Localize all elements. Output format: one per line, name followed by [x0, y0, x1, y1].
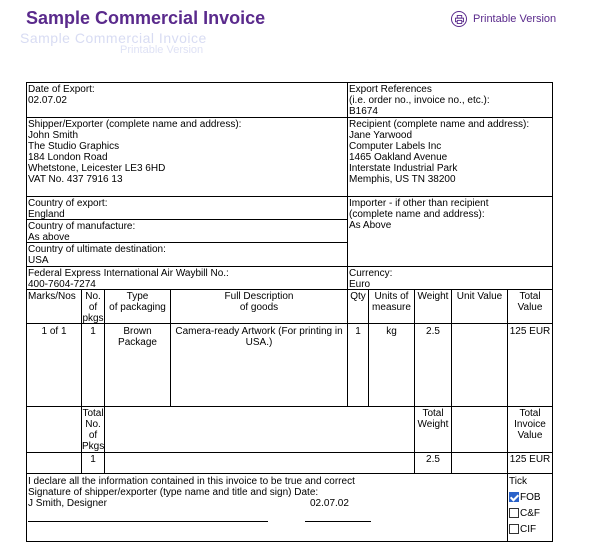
fob-checkbox[interactable] [509, 492, 519, 502]
col-header-weight-label: Weight [417, 291, 449, 302]
currency-cell [347, 266, 553, 290]
item-unit-value [451, 323, 508, 407]
country-of-destination-cell [26, 242, 348, 267]
total-pkgs-label-line: Total [82, 408, 104, 419]
signature-line [28, 521, 268, 522]
currency-value: Euro [349, 279, 371, 290]
totals-empty-unit-value [451, 406, 508, 453]
shipper-line: John Smith [28, 130, 79, 141]
term-cif[interactable] [509, 524, 551, 535]
signature-date: 02.07.02 [310, 498, 349, 509]
cif-label: CIF [520, 524, 537, 535]
signature-label: Signature of shipper/exporter (type name and title and sign) Date: [28, 487, 319, 498]
recipient-line: 1465 Oakland Avenue [349, 152, 448, 163]
cif-checkbox[interactable] [509, 524, 519, 534]
printable-version-label: Printable Version [473, 13, 557, 25]
col-header-description [170, 289, 348, 324]
col-header-weight [414, 289, 452, 324]
signer-name: J Smith, Designer [28, 498, 107, 509]
total-weight-value [414, 452, 452, 474]
fob-label: FOB [520, 492, 541, 503]
total-pkgs-label-line: Pkgs [82, 441, 105, 452]
recipient-line: Computer Labels Inc [349, 141, 442, 152]
waybill-label: Federal Express International Air Waybill No.: [28, 268, 229, 279]
shipper-line: The Studio Graphics [28, 141, 120, 152]
item-no-pkgs [81, 323, 105, 407]
printable-version-link[interactable] [451, 11, 556, 27]
col-header-units-line: Units of [374, 291, 409, 302]
country-of-manufacture-cell [26, 219, 348, 243]
item-total-value [507, 323, 553, 407]
country-of-destination-label: Country of ultimate destination: [28, 244, 166, 255]
country-of-destination-value: USA [28, 255, 49, 266]
total-invoice-label-line: Value [517, 430, 543, 441]
recipient-line: Jane Yarwood [349, 130, 413, 141]
shipper-line: VAT No. 437 7916 13 [28, 174, 123, 185]
item-qty [347, 323, 369, 407]
col-header-units [368, 289, 415, 324]
waybill-value: 400-7604-7274 [28, 279, 96, 290]
col-header-no-pkgs-line: pkgs [82, 313, 104, 324]
term-cf[interactable] [509, 508, 551, 519]
shipper-line: Whetstone, Leicester LE3 6HD [28, 163, 166, 174]
col-header-qty [347, 289, 369, 324]
waybill-cell [26, 266, 348, 290]
cf-label: C&F [520, 508, 540, 519]
country-of-manufacture-value: As above [28, 232, 70, 243]
col-header-no-pkgs-line: No. [85, 291, 101, 302]
item-type-line: Package [118, 337, 157, 348]
total-invoice-label [507, 406, 553, 453]
export-references-label: Export References [349, 84, 432, 95]
recipient-cell [347, 117, 553, 197]
item-qty-value: 1 [355, 326, 361, 337]
item-description-line: Camera-ready Artwork (For printing in [175, 326, 343, 337]
totals-empty-middle [104, 406, 415, 453]
declaration-cell [26, 473, 508, 542]
country-of-export-value: England [28, 209, 65, 220]
date-of-export-value: 02.07.02 [28, 95, 67, 106]
export-references-value: B1674 [349, 106, 378, 117]
date-of-export-cell [26, 82, 348, 118]
tick-label: Tick [509, 476, 527, 487]
importer-label: Importer - if other than recipient [349, 198, 489, 209]
totals-value-empty-marks [26, 452, 82, 474]
total-invoice-value [507, 452, 553, 474]
col-header-type [104, 289, 171, 324]
item-total-value-value: 125 EUR [509, 326, 551, 337]
item-type [104, 323, 171, 407]
declaration-text: I declare all the information contained in this invoice to be true and correct [28, 476, 355, 487]
term-fob[interactable] [509, 492, 551, 503]
date-of-export-label: Date of Export: [28, 84, 95, 95]
country-of-export-cell [26, 196, 348, 220]
total-invoice-value-text: 125 EUR [509, 454, 551, 465]
totals-empty-marks [26, 406, 82, 453]
total-invoice-label-line: Invoice [514, 419, 546, 430]
col-header-total-value-line: Total [519, 291, 541, 302]
cf-checkbox[interactable] [509, 508, 519, 518]
recipient-label: Recipient (complete name and address): [349, 119, 530, 130]
item-marks [26, 323, 82, 407]
shipper-line: 184 London Road [28, 152, 108, 163]
terms-cell [507, 473, 553, 542]
col-header-unit-value [451, 289, 508, 324]
total-weight-label-line: Total [422, 408, 444, 419]
total-pkgs-label [81, 406, 105, 453]
col-header-total-value-line: Value [517, 302, 543, 313]
country-of-manufacture-label: Country of manufacture: [28, 221, 136, 232]
col-header-units-line: measure [372, 302, 411, 313]
totals-value-empty-unit-value [451, 452, 508, 474]
item-type-line: Brown [123, 326, 152, 337]
col-header-no-pkgs [81, 289, 105, 324]
col-header-description-line: Full Description [224, 291, 294, 302]
item-no-pkgs-value: 1 [90, 326, 96, 337]
total-pkgs-label-line: No. [85, 419, 101, 430]
total-invoice-label-line: Total [519, 408, 541, 419]
total-pkgs-label-line: of [88, 430, 98, 441]
country-of-export-label: Country of export: [28, 198, 108, 209]
col-header-marks [26, 289, 82, 324]
item-description-line: USA.) [245, 337, 273, 348]
item-weight [414, 323, 452, 407]
col-header-marks-label: Marks/Nos [28, 291, 76, 302]
totals-value-empty-middle [104, 452, 415, 474]
importer-cell [347, 196, 553, 267]
total-pkgs-value-text: 1 [90, 454, 96, 465]
importer-value: As Above [349, 220, 392, 231]
shipper-label: Shipper/Exporter (complete name and address): [28, 119, 242, 130]
printer-icon [451, 11, 467, 27]
page-title: Sample Commercial Invoice [26, 8, 266, 28]
total-weight-label-line: Weight [417, 419, 449, 430]
recipient-line: Memphis, US TN 38200 [349, 174, 456, 185]
export-references-sublabel: (i.e. order no., invoice no., etc.): [349, 95, 490, 106]
item-units-value: kg [386, 326, 397, 337]
recipient-line: Interstate Industrial Park [349, 163, 458, 174]
col-header-no-pkgs-line: of [88, 302, 98, 313]
watermark-text: Sample Commercial Invoice [20, 30, 207, 46]
watermark-subtext: Printable Version [120, 44, 204, 56]
importer-sublabel: (complete name and address): [349, 209, 485, 220]
col-header-unit-value-label: Unit Value [456, 291, 503, 302]
col-header-type-line: Type [126, 291, 149, 302]
col-header-qty-label: Qty [350, 291, 366, 302]
total-weight-label [414, 406, 452, 453]
shipper-cell [26, 117, 348, 197]
currency-label: Currency: [349, 268, 393, 279]
item-units [368, 323, 415, 407]
total-pkgs-value [81, 452, 105, 474]
item-description [170, 323, 348, 407]
item-weight-value: 2.5 [426, 326, 440, 337]
total-weight-value-text: 2.5 [426, 454, 440, 465]
col-header-total-value [507, 289, 553, 324]
date-line [305, 521, 371, 522]
col-header-description-line: of goods [239, 302, 279, 313]
col-header-type-line: of packaging [109, 302, 166, 313]
export-references-cell [347, 82, 553, 118]
item-marks-value: 1 of 1 [41, 326, 67, 337]
